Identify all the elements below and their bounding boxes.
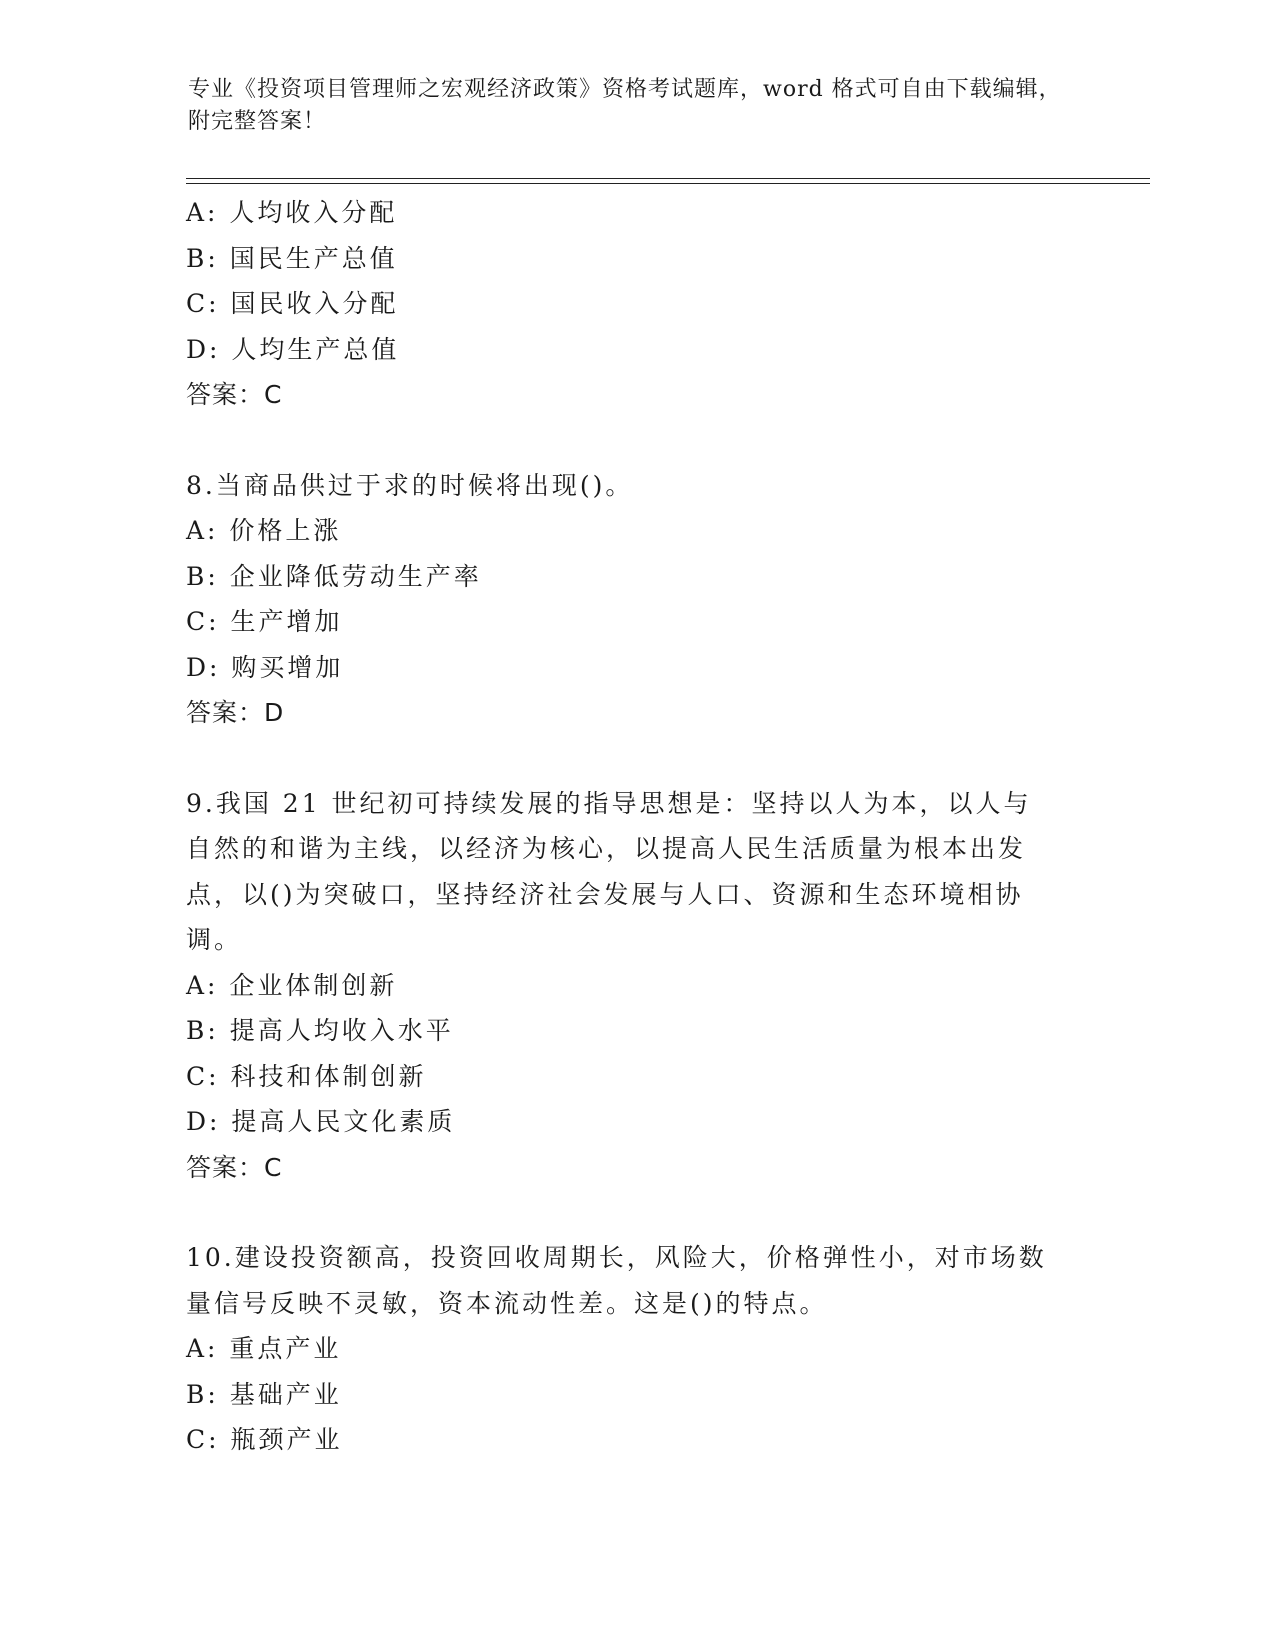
option-a: A: 企业体制创新 <box>186 970 398 1000</box>
answer-text: 答案：C <box>186 1152 283 1182</box>
question-block-10 <box>186 1235 1086 1463</box>
answer-text: 答案：D <box>186 698 285 727</box>
question-block-9 <box>186 781 1086 1191</box>
option-a: A: 价格上涨 <box>186 516 342 545</box>
answer-text: 答案：C <box>186 380 283 409</box>
option-b: B: 企业降低劳动生产率 <box>186 561 482 591</box>
header-rule-top <box>186 178 1150 179</box>
option-b: B: 基础产业 <box>186 1379 342 1409</box>
question-text: 8.当商品供过于求的时候将出现()。 <box>186 470 634 500</box>
option-c: C: 科技和体制创新 <box>186 1061 427 1091</box>
option-d: D: 提高人民文化素质 <box>186 1107 456 1136</box>
option-d: D: 人均生产总值 <box>186 334 400 364</box>
option-c: C: 生产增加 <box>186 607 343 636</box>
option-a: A: 重点产业 <box>186 1334 342 1363</box>
question-text: 10.建设投资额高，投资回收周期长，风险大，价格弹性小，对市场数量信号反映不灵敏，资本流动性差。这是()的特点。 <box>186 1243 1047 1318</box>
option-c: C: 国民收入分配 <box>186 289 399 318</box>
option-b: B: 提高人均收入水平 <box>186 1016 454 1045</box>
option-d: D: 购买增加 <box>186 652 344 682</box>
question-list <box>186 190 1086 1463</box>
header-text: 专业《投资项目管理师之宏观经济政策》资格考试题库，word 格式可自由下载编辑，附完整答案！ <box>188 77 1062 134</box>
question-text: 9.我国 21 世纪初可持续发展的指导思想是：坚持以人为本，以人与自然的和谐为主线，以经济为核心，以提高人民生活质量为根本出发点，以()为突破口，坚持经济社会发展与人口、资源和生态环境相协调。 <box>186 788 1032 954</box>
question-block-8 <box>186 463 1086 736</box>
header-rule-bottom <box>186 183 1150 184</box>
option-a: A: 人均收入分配 <box>186 198 398 227</box>
document-header <box>188 74 1068 138</box>
option-c: C: 瓶颈产业 <box>186 1425 343 1454</box>
option-b: B: 国民生产总值 <box>186 243 398 273</box>
question-block-7 <box>186 190 1086 418</box>
